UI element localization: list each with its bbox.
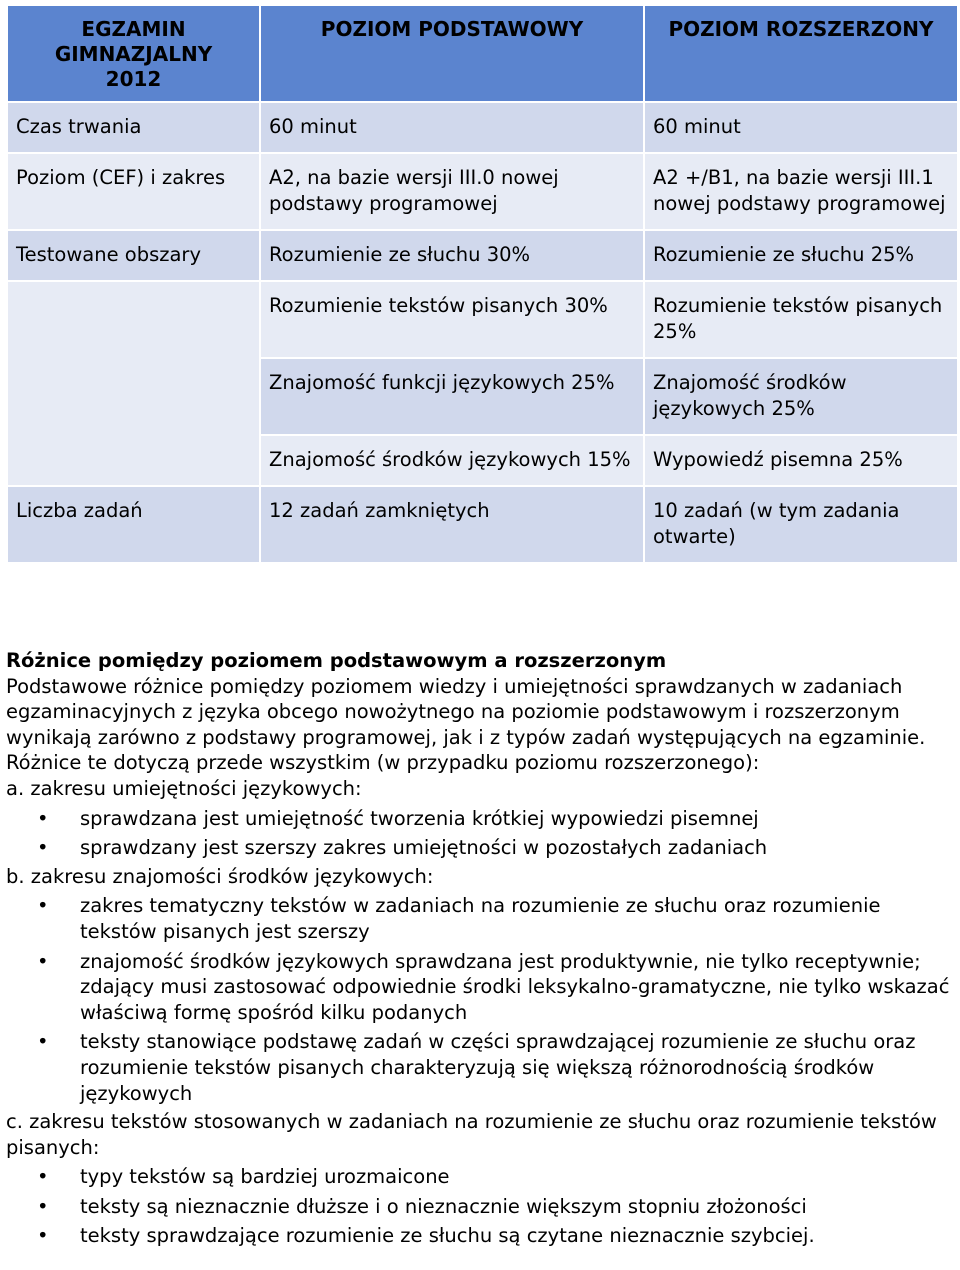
- cell-basic: Rozumienie tekstów pisanych 30%: [260, 281, 644, 358]
- header-exam: EGZAMIN GIMNAZJALNY 2012: [7, 5, 260, 102]
- cell-basic: Znajomość środków językowych 15%: [260, 435, 644, 486]
- section-c-title: c. zakresu tekstów stosowanych w zadaniach na rozumienie ze słuchu oraz rozumienie tekstów pisanych:: [6, 1110, 937, 1159]
- row-areas: [7, 230, 958, 281]
- cell-basic: 12 zadań zamkniętych: [260, 486, 644, 563]
- section-b-title: b. zakresu znajomości środków językowych:: [6, 864, 434, 888]
- cell-extended: Znajomość środków językowych 25%: [644, 358, 958, 435]
- header-basic: POZIOM PODSTAWOWY: [260, 5, 644, 102]
- cell-basic: Rozumienie ze słuchu 30%: [260, 230, 644, 281]
- lead-paragraph: Różnice te dotyczą przede wszystkim (w przypadku poziomu rozszerzonego):: [6, 751, 760, 775]
- row-label-empty: [7, 281, 260, 486]
- list-item: • teksty sprawdzające rozumienie ze słuchu są czytane nieznacznie szybciej.: [6, 1223, 954, 1249]
- list-item: • sprawdzany jest szerszy zakres umiejętności w pozostałych zadaniach: [6, 835, 954, 861]
- header-extended: POZIOM ROZSZERZONY: [644, 5, 958, 102]
- cell-extended: A2 +/B1, na bazie wersji III.1 nowej podstawy programowej: [644, 153, 958, 230]
- header-row: [7, 5, 958, 102]
- row-label: Czas trwania: [7, 102, 260, 153]
- list-item: • znajomość środków językowych sprawdzana jest produktywnie, nie tylko receptywnie; zdający musi zastosować odpowiednie środki leksykalno-gramatyczne, nie tylko wskazać właściwą formę spośród kilku podanych: [6, 949, 954, 1026]
- row-label: Testowane obszary: [7, 230, 260, 281]
- list-item: • sprawdzana jest umiejętność tworzenia krótkiej wypowiedzi pisemnej: [6, 806, 954, 832]
- cell-extended: 60 minut: [644, 102, 958, 153]
- cell-basic: Znajomość funkcji językowych 25%: [260, 358, 644, 435]
- cell-extended: Rozumienie ze słuchu 25%: [644, 230, 958, 281]
- section-heading: Różnice pomiędzy poziomem podstawowym a rozszerzonym: [6, 649, 667, 672]
- intro-paragraph: Podstawowe różnice pomiędzy poziomem wiedzy i umiejętności sprawdzanych w zadaniach egzaminacyjnych z języka obcego nowożytnego na poziomie podstawowym i rozszerzonym wynikają zarówno z podstawy programowej, jak i z typów zadań występujących na egzaminie.: [6, 674, 926, 749]
- row-time: [7, 102, 958, 153]
- section-a-list: [6, 806, 954, 861]
- list-item: • teksty stanowiące podstawę zadań w części sprawdzającej rozumienie ze słuchu oraz rozumienie tekstów pisanych charakteryzują się większą różnorodnością środków językowych: [6, 1029, 954, 1106]
- list-item: • zakres tematyczny tekstów w zadaniach na rozumienie ze słuchu oraz rozumienie tekstów pisanych jest szerszy: [6, 893, 954, 944]
- comparison-table: [6, 4, 959, 564]
- section-c-list: [6, 1164, 954, 1249]
- body-text: [6, 648, 954, 1252]
- section-a-title: a. zakresu umiejętności językowych:: [6, 776, 362, 800]
- cell-basic: A2, na bazie wersji III.0 nowej podstawy programowej: [260, 153, 644, 230]
- list-item: • teksty są nieznacznie dłuższe i o nieznacznie większym stopniu złożoności: [6, 1194, 954, 1220]
- cell-extended: Rozumienie tekstów pisanych 25%: [644, 281, 958, 358]
- row-label: Liczba zadań: [7, 486, 260, 563]
- row-areas-2: [7, 281, 958, 358]
- section-b-list: [6, 893, 954, 1106]
- cell-basic: 60 minut: [260, 102, 644, 153]
- row-label: Poziom (CEF) i zakres: [7, 153, 260, 230]
- row-level: [7, 153, 958, 230]
- cell-extended: 10 zadań (w tym zadania otwarte): [644, 486, 958, 563]
- list-item: • typy tekstów są bardziej urozmaicone: [6, 1164, 954, 1190]
- row-tasks: [7, 486, 958, 563]
- cell-extended: Wypowiedź pisemna 25%: [644, 435, 958, 486]
